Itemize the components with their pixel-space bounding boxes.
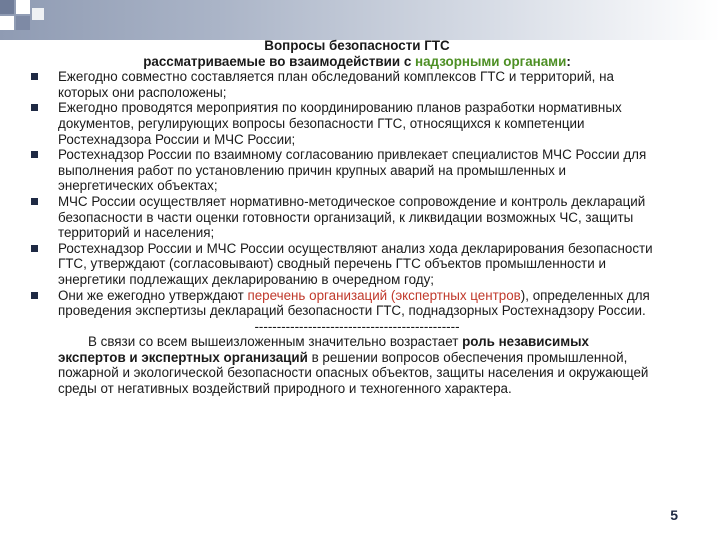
conclusion-prefix: В связи со всем вышеизложенным значительно возрастает bbox=[88, 334, 463, 350]
list-item-text: Ростехнадзор России по взаимному согласованию привлекает специалистов МЧС России для выполнения работ по установлению причин крупных аварий на промышленных и энергетических объектах; bbox=[58, 147, 647, 194]
title-line-2 bbox=[58, 54, 656, 70]
list-item-text: Ростехнадзор России и МЧС России осуществляют анализ хода декларирования безопасности ГТС, утверждают (согласовывают) сводный перечень ГТС объектов промышленности и энергетики подлежащих декларированию в очередном году; bbox=[58, 240, 653, 287]
last-item-prefix: Они же ежегодно утверждают bbox=[58, 287, 248, 303]
header-band bbox=[0, 0, 720, 40]
page-number: 5 bbox=[670, 507, 678, 523]
last-item-suffix: ), определенных для проведения экспертизы деклараций безопасности ГТС, поднадзорных Ростехнадзору России. bbox=[58, 287, 650, 319]
list-item-text: МЧС России осуществляет нормативно-методическое сопровождение и контроль деклараций безопасности в части оценки готовности организаций, к ликвидации возможных ЧС, защиты территорий и населения; bbox=[58, 193, 646, 241]
conclusion-paragraph bbox=[58, 334, 656, 396]
list-item-text: Ежегодно совместно составляется план обследований комплексов ГТС и территорий, на которых они расположены; bbox=[58, 69, 614, 100]
title-suffix: : bbox=[566, 53, 571, 69]
decorative-squares bbox=[0, 0, 60, 40]
decor-square bbox=[16, 16, 30, 30]
bullet-list bbox=[58, 69, 656, 319]
separator-line: ---------------------------------------------- bbox=[254, 318, 460, 334]
conclusion-bold: роль независимых экспертов и экспертных организаций bbox=[58, 334, 589, 365]
bullet-square-icon bbox=[31, 292, 38, 299]
list-item bbox=[58, 100, 656, 147]
bullet-square-icon bbox=[31, 198, 38, 205]
title-line-1: Вопросы безопасности ГТС bbox=[264, 38, 450, 53]
bullet-square-icon bbox=[31, 104, 38, 111]
list-item bbox=[58, 241, 656, 288]
list-item-text: Ежегодно проводятся мероприятия по координированию планов разработки нормативных документов, регулирующих вопросы безопасности ГТС, относящихся к компетенции Ростехнадзора России и МЧС России; bbox=[58, 100, 622, 147]
last-item-highlight: перечень организаций (экспертных центров bbox=[247, 287, 521, 303]
list-item bbox=[58, 194, 656, 241]
decor-square bbox=[16, 0, 30, 14]
slide-content bbox=[58, 38, 656, 397]
bullet-square-icon bbox=[31, 73, 38, 80]
list-item bbox=[58, 288, 656, 319]
conclusion-suffix: в решении вопросов обеспечения промышленной, пожарной и экологической безопасности опасных объектов, защиты населения и окружающей среды от негативных воздействий природного и техногенного характера. bbox=[58, 349, 649, 397]
bullet-square-icon bbox=[31, 151, 38, 158]
list-item bbox=[58, 69, 656, 100]
title-accent: надзорными органами bbox=[415, 53, 567, 69]
bullet-square-icon bbox=[31, 245, 38, 252]
list-item bbox=[58, 147, 656, 194]
title-prefix: рассматриваемые во взаимодействии с bbox=[143, 53, 415, 69]
decor-square bbox=[32, 8, 44, 20]
decor-square bbox=[0, 0, 14, 14]
decor-square bbox=[0, 16, 14, 30]
slide-title bbox=[58, 38, 656, 69]
